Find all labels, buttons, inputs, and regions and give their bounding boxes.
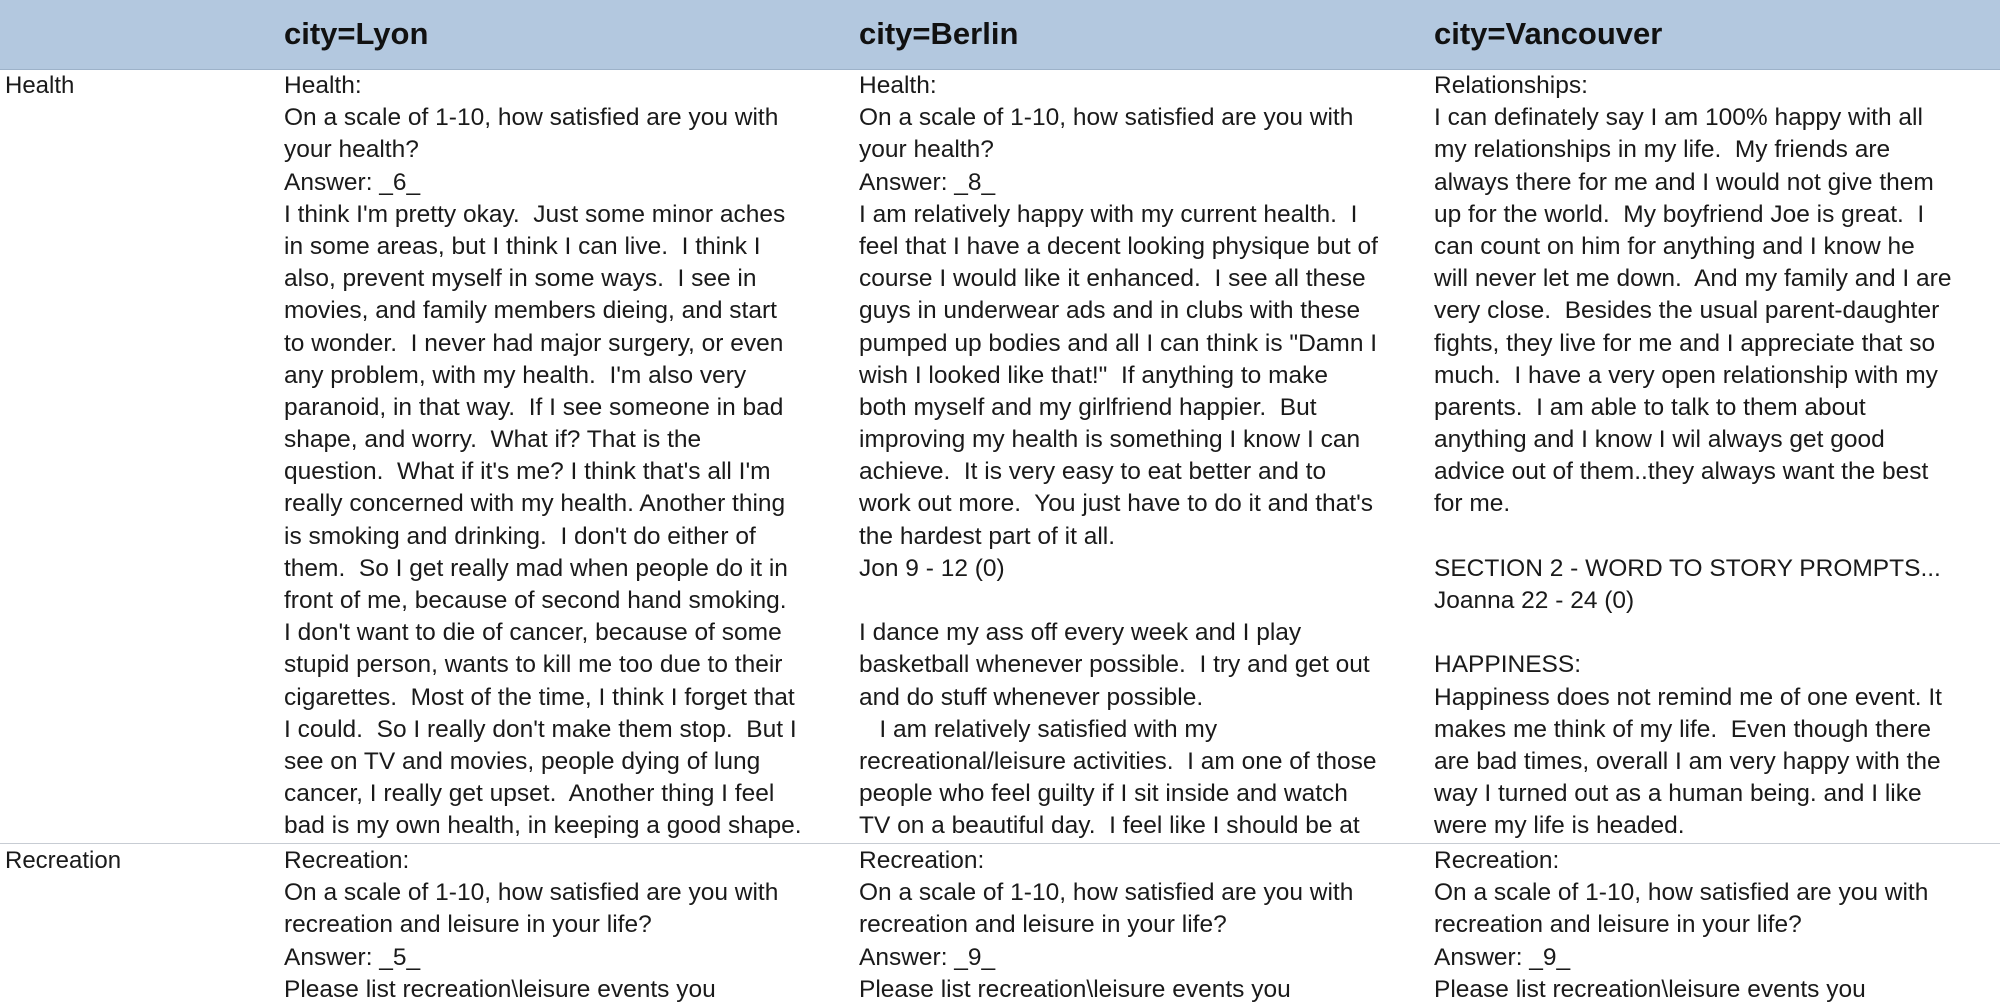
text-line: recreation and leisure in your life? — [284, 911, 652, 939]
text-line: pumped up bodies and all I can think is "Damn I — [859, 329, 1378, 357]
recreation-cell-lyon — [284, 845, 854, 1006]
text-line: and do stuff whenever possible. — [859, 683, 1204, 711]
text-line: Answer: _9_ — [1434, 943, 1571, 971]
text-line: stupid person, wants to kill me too due to their — [284, 651, 783, 679]
text-line: in some areas, but I think I can live. I think I — [284, 232, 761, 260]
text-line: On a scale of 1-10, how satisfied are you with — [859, 104, 1354, 132]
text-line: I can definately say I am 100% happy with all — [1434, 104, 1923, 132]
text-line: bad is my own health, in keeping a good shape. — [284, 812, 802, 840]
table-header — [0, 0, 2000, 70]
health-cell-lyon — [284, 70, 854, 843]
text-line: Recreation: — [859, 847, 985, 874]
text-line: guys in underwear ads and in clubs with these — [859, 297, 1361, 325]
text-line: basketball whenever possible. I try and get out — [859, 651, 1370, 679]
text-line: On a scale of 1-10, how satisfied are you with — [284, 879, 779, 907]
text-line: always there for me and I would not give them — [1434, 168, 1934, 196]
text-line: were my life is headed. — [1434, 812, 1685, 840]
text-line: I don't want to die of cancer, because of some — [284, 619, 782, 647]
text-line — [1434, 617, 2000, 649]
text-line: I dance my ass off every week and I play — [859, 619, 1302, 647]
text-line: movies, and family members dieing, and start — [284, 297, 777, 325]
text-line: I am relatively satisfied with my — [859, 715, 1218, 743]
text-line: makes me think of my life. Even though there — [1434, 715, 1932, 743]
text-line: achieve. It is very easy to eat better and to — [859, 458, 1327, 486]
text-line: feel that I have a decent looking physique but of — [859, 232, 1378, 260]
text-line: Answer: _5_ — [284, 943, 421, 971]
text-line: for me. — [1434, 490, 1511, 518]
recreation-cell-berlin — [859, 845, 1429, 1006]
text-line: work out more. You just have to do it and that's — [859, 490, 1374, 518]
row-label-health: Health — [5, 72, 75, 99]
text-line: HAPPINESS: — [1434, 651, 1582, 679]
text-line: I am relatively happy with my current health. I — [859, 200, 1358, 228]
text-line: Health: — [284, 72, 362, 99]
text-line: Please list recreation\leisure events you — [1434, 975, 1866, 1003]
text-line: very close. Besides the usual parent-daughter — [1434, 297, 1940, 325]
text-line: much. I have a very open relationship with my — [1434, 361, 1938, 389]
text-line — [1434, 521, 2000, 553]
text-line: see on TV and movies, people dying of lung — [284, 747, 761, 775]
text-line: front of me, because of second hand smoking. — [284, 587, 787, 614]
row-label-recreation: Recreation — [5, 847, 122, 874]
text-line: fights, they live for me and I appreciate that so — [1434, 329, 1936, 357]
text-line: really concerned with my health. Another thing — [284, 490, 786, 518]
text-line: SECTION 2 - WORD TO STORY PROMPTS... — [1434, 554, 1941, 582]
text-line: cancer, I really get upset. Another thing I feel — [284, 780, 775, 808]
text-line: paranoid, in that way. If I see someone in bad — [284, 393, 784, 421]
text-line: On a scale of 1-10, how satisfied are you with — [1434, 879, 1929, 907]
text-line: to wonder. I never had major surgery, or even — [284, 329, 784, 357]
column-header-berlin[interactable]: city=Berlin — [859, 16, 1019, 51]
text-line: wish I looked like that!" If anything to make — [859, 361, 1328, 389]
text-line: your health? — [859, 136, 994, 164]
text-line: Recreation: — [284, 847, 410, 874]
text-line: way I turned out as a human being. and I like — [1434, 780, 1922, 808]
text-line: are bad times, overall I am very happy with the — [1434, 747, 1941, 775]
text-line: is smoking and drinking. I don't do either of — [284, 522, 756, 550]
health-cell-vancouver — [1434, 70, 2000, 843]
text-line: also, prevent myself in some ways. I see in — [284, 265, 757, 293]
text-line: course I would like it enhanced. I see all these — [859, 265, 1366, 293]
text-line: people who feel guilty if I sit inside and watch — [859, 780, 1348, 808]
text-line: Happiness does not remind me of one event. It — [1434, 683, 1942, 711]
text-line: Jon 9 - 12 (0) — [859, 554, 1005, 582]
text-line: Relationships: — [1434, 72, 1588, 99]
row-divider — [0, 843, 2000, 844]
text-line: up for the world. My boyfriend Joe is great. I — [1434, 200, 1925, 228]
text-line: shape, and worry. What if? That is the — [284, 426, 702, 454]
text-line: recreational/leisure activities. I am one of those — [859, 747, 1377, 775]
text-line: Please list recreation\leisure events you — [284, 975, 716, 1003]
text-line: Please list recreation\leisure events you — [859, 975, 1291, 1003]
text-line: On a scale of 1-10, how satisfied are you with — [284, 104, 779, 132]
text-line: can count on him for anything and I know he — [1434, 232, 1915, 260]
text-line: parents. I am able to talk to them about — [1434, 393, 1866, 421]
text-line: Answer: _8_ — [859, 168, 996, 196]
text-line: TV on a beautiful day. I feel like I should be at — [859, 812, 1360, 840]
text-line: recreation and leisure in your life? — [1434, 911, 1802, 939]
text-line: Answer: _9_ — [859, 943, 996, 971]
text-line: both myself and my girlfriend happier. But — [859, 393, 1317, 421]
text-line: your health? — [284, 136, 419, 164]
text-line: improving my health is something I know I can — [859, 426, 1361, 454]
text-line: Answer: _6_ — [284, 168, 421, 196]
text-line: I could. So I really don't make them stop. But I — [284, 715, 797, 743]
text-line: them. So I get really mad when people do it in — [284, 554, 788, 582]
text-line: Recreation: — [1434, 847, 1560, 874]
health-cell-berlin — [859, 70, 1429, 843]
text-line: advice out of them..they always want the best — [1434, 458, 1929, 486]
text-line: cigarettes. Most of the time, I think I forget that — [284, 683, 795, 711]
text-line: recreation and leisure in your life? — [859, 911, 1227, 939]
text-line: Joanna 22 - 24 (0) — [1434, 587, 1635, 614]
recreation-cell-vancouver — [1434, 845, 2000, 1006]
text-line: any problem, with my health. I'm also very — [284, 361, 747, 389]
column-header-vancouver[interactable]: city=Vancouver — [1434, 16, 1663, 51]
text-line: my relationships in my life. My friends are — [1434, 136, 1891, 164]
text-line: will never let me down. And my family and I are — [1434, 265, 1952, 293]
text-line — [859, 585, 1429, 617]
text-line: question. What if it's me? I think that's all I'm — [284, 458, 771, 486]
text-line: the hardest part of it all. — [859, 522, 1116, 550]
text-line: Health: — [859, 72, 937, 99]
text-line: anything and I know I wil always get good — [1434, 426, 1885, 454]
text-line: I think I'm pretty okay. Just some minor aches — [284, 200, 786, 228]
column-header-lyon[interactable]: city=Lyon — [284, 16, 429, 51]
text-line: On a scale of 1-10, how satisfied are you with — [859, 879, 1354, 907]
